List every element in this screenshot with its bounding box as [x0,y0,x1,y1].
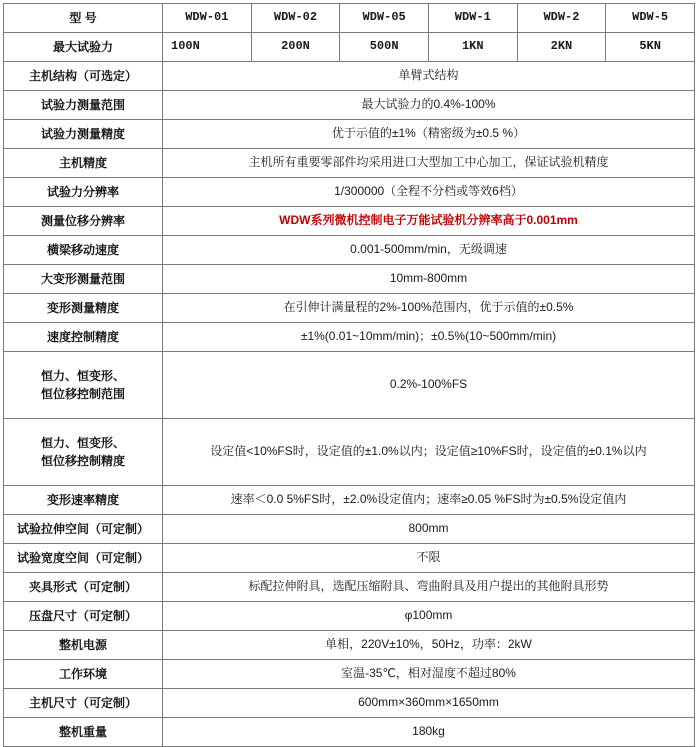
row-label-line: 恒力、恒变形、 [40,369,125,383]
row-value: 不限 [163,544,695,573]
row-label [4,544,163,573]
row-label-line: 试验宽度空间（可定制） [16,551,149,565]
row-label [4,515,163,544]
row-label-line: 试验拉伸空间（可定制） [16,522,149,536]
table-row [4,352,695,419]
table-row [4,294,695,323]
row-label-line: 主机精度 [58,156,107,170]
row-value: 单相，220V±10%，50Hz，功率：2kW [163,631,695,660]
row-label-line: 最大试验力 [52,40,113,54]
row-label [4,207,163,236]
table-row [4,62,695,91]
row-value: 180kg [163,718,695,747]
table-row [4,91,695,120]
row-value: 优于示值的±1%（精密级为±0.5 %） [163,120,695,149]
row-value: 速率＜0.0 5%FS时，±2.0%设定值内；速率≥0.05 %FS时为±0.5%设定值内 [163,486,695,515]
row-label-line: 试验力分辨率 [46,185,119,199]
table-row [4,419,695,486]
row-value: 0.2%-100%FS [163,352,695,419]
row-label-line: 恒位移控制精度 [40,454,125,468]
specification-table [3,3,695,747]
row-value: 单臂式结构 [163,62,695,91]
row-label [4,486,163,515]
table-row [4,265,695,294]
table-row [4,4,695,33]
table-row [4,689,695,718]
table-row [4,486,695,515]
table-row [4,544,695,573]
row-label-line: 工作环境 [58,667,107,681]
row-label-line: 型 号 [69,11,97,25]
row-label [4,178,163,207]
max-force-cell: 100N [163,33,252,62]
max-force-cell: 5KN [606,33,695,62]
table-row [4,236,695,265]
max-force-cell: 200N [251,33,340,62]
row-label-line: 变形速率精度 [46,493,119,507]
model-header-cell: WDW-2 [517,4,606,33]
row-label [4,323,163,352]
row-value: 设定值<10%FS时，设定值的±1.0%以内；设定值≥10%FS时，设定值的±0.1%以内 [163,419,695,486]
table-row [4,515,695,544]
row-value: ±1%(0.01~10mm/min)；±0.5%(10~500mm/min) [163,323,695,352]
table-row [4,660,695,689]
model-header-cell: WDW-5 [606,4,695,33]
row-label [4,718,163,747]
table-row [4,718,695,747]
row-value: WDW系列微机控制电子万能试验机分辨率高于0.001mm [163,207,695,236]
max-force-cell: 1KN [428,33,517,62]
row-label [4,419,163,486]
row-label-line: 整机电源 [58,638,107,652]
row-label [4,62,163,91]
row-value: 标配拉伸附具，选配压缩附具、弯曲附具及用户提出的其他附具形势 [163,573,695,602]
row-value: 最大试验力的0.4%-100% [163,91,695,120]
row-label-line: 横梁移动速度 [46,243,119,257]
row-value: 室温-35℃，相对湿度不超过80% [163,660,695,689]
max-force-cell: 500N [340,33,429,62]
row-value: 800mm [163,515,695,544]
row-label-line: 速度控制精度 [46,330,119,344]
row-label [4,602,163,631]
row-label-line: 整机重量 [58,725,107,739]
table-row [4,602,695,631]
row-label [4,352,163,419]
model-header-cell: WDW-05 [340,4,429,33]
table-row [4,149,695,178]
row-label-line: 主机结构（可选定） [28,69,137,83]
row-value: 1/300000（全程不分档或等效6档） [163,178,695,207]
row-label-line: 恒力、恒变形、 [40,436,125,450]
row-value: φ100mm [163,602,695,631]
row-value: 在引伸计满量程的2%-100%范围内，优于示值的±0.5% [163,294,695,323]
row-label [4,294,163,323]
row-label-line: 主机尺寸（可定制） [28,696,137,710]
table-row [4,178,695,207]
row-label [4,120,163,149]
row-label [4,573,163,602]
row-label [4,631,163,660]
row-value: 600mm×360mm×1650mm [163,689,695,718]
row-value: 0.001-500mm/min，无级调速 [163,236,695,265]
row-value: 10mm-800mm [163,265,695,294]
model-header-cell: WDW-1 [428,4,517,33]
table-row [4,207,695,236]
row-label [4,236,163,265]
row-label-line: 恒位移控制范围 [40,387,125,401]
row-label-line: 夹具形式（可定制） [28,580,137,594]
row-label-line: 大变形测量范围 [40,272,125,286]
table-row [4,120,695,149]
table-row [4,631,695,660]
row-label [4,4,163,33]
table-row [4,323,695,352]
row-label [4,660,163,689]
model-header-cell: WDW-02 [251,4,340,33]
row-label [4,689,163,718]
row-label-line: 压盘尺寸（可定制） [28,609,137,623]
row-value: 主机所有重要零部件均采用进口大型加工中心加工，保证试验机精度 [163,149,695,178]
row-label [4,33,163,62]
row-label [4,91,163,120]
row-label-line: 试验力测量精度 [40,127,125,141]
model-header-cell: WDW-01 [163,4,252,33]
row-label-line: 变形测量精度 [46,301,119,315]
row-label [4,265,163,294]
row-label [4,149,163,178]
table-row [4,33,695,62]
row-label-line: 试验力测量范围 [40,98,125,112]
max-force-cell: 2KN [517,33,606,62]
row-label-line: 测量位移分辨率 [40,214,125,228]
table-row [4,573,695,602]
